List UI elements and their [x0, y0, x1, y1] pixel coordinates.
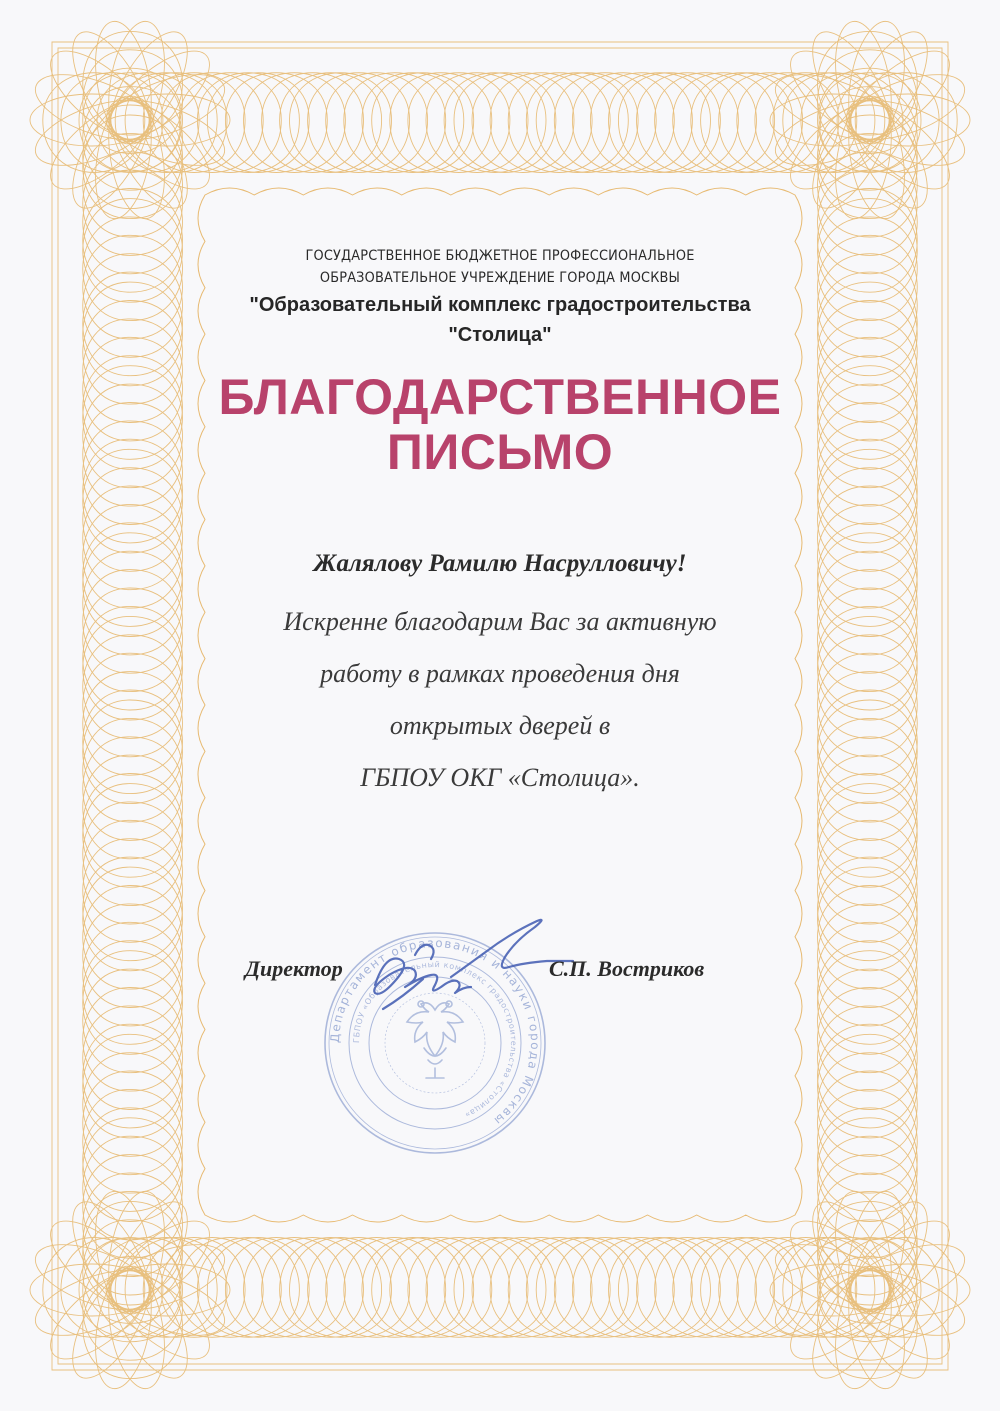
- signatory-name: С.П. Востриков: [549, 956, 705, 981]
- body-line: Искренне благодарим Вас за активную: [283, 607, 717, 636]
- title-line-1: БЛАГОДАРСТВЕННОЕ: [218, 369, 782, 425]
- org-line-1: ГОСУДАРСТВЕННОЕ БЮДЖЕТНОЕ ПРОФЕССИОНАЛЬНОЕ: [305, 248, 695, 264]
- body-line: открытых дверей в: [389, 711, 611, 740]
- org-line-2: ОБРАЗОВАТЕЛЬНОЕ УЧРЕЖДЕНИЕ ГОРОДА МОСКВЫ: [319, 270, 681, 286]
- signatory-title: Директор: [245, 956, 343, 981]
- body-line: ГБПОУ ОКГ «Столица».: [360, 763, 640, 792]
- seal-outer-text: Департамент образования и науки города Москвы: [327, 935, 543, 1129]
- body-line: работу в рамках проведения дня: [320, 659, 680, 688]
- seal-inner-text: ГБПОУ «Образовательный комплекс градостроительства «Столица»: [351, 959, 519, 1120]
- title-line-2: ПИСЬМО: [386, 424, 614, 480]
- org-name-line-1: "Образовательный комплекс градостроительства: [249, 294, 751, 316]
- org-name-line-2: "Столица": [448, 324, 552, 346]
- signature: [355, 915, 575, 1025]
- addressee: Жалялову Рамилю Насрулловичу!: [313, 550, 687, 577]
